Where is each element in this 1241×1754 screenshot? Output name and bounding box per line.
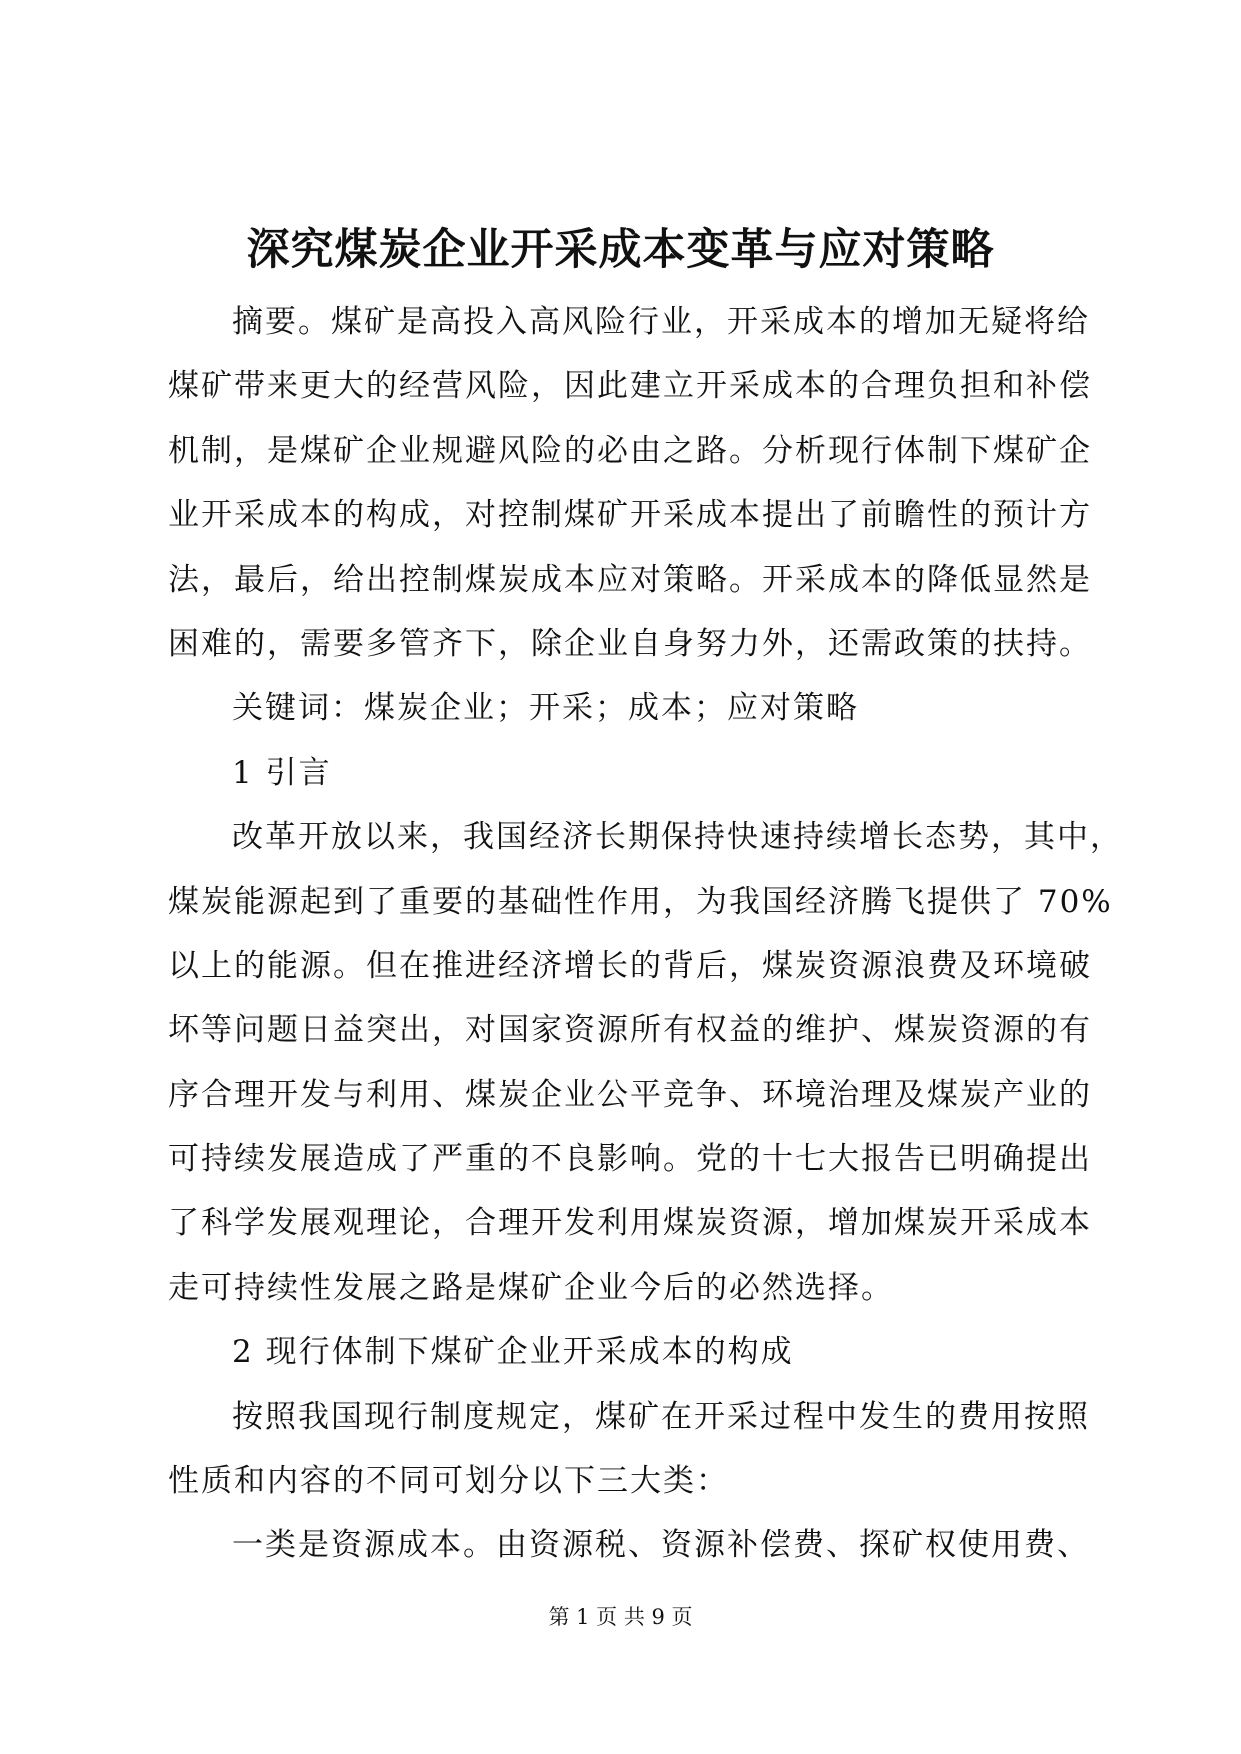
text-line: 性质和内容的不同可划分以下三大类： (168, 1463, 729, 1500)
document-title: 深究煤炭企业开采成本变革与应对策略 (246, 225, 995, 275)
text-line: 1 引言 (232, 754, 332, 791)
text-line: 以上的能源。但在推进经济增长的背后，煤炭资源浪费及环境破 (168, 947, 1092, 984)
text-line: 煤矿带来更大的经营风险，因此建立开采成本的合理负担和补偿 (168, 368, 1092, 405)
text-line: 机制，是煤矿企业规避风险的必由之路。分析现行体制下煤矿企 (168, 432, 1092, 469)
text-line: 按照我国现行制度规定，煤矿在开采过程中发生的费用按照 (232, 1398, 1090, 1435)
text-line: 2 现行体制下煤矿企业开采成本的构成 (232, 1334, 794, 1371)
text-line: 摘要。煤矿是高投入高风险行业，开采成本的增加无疑将给 (232, 304, 1090, 340)
text-line: 了科学发展观理论，合理开发利用煤炭资源，增加煤炭开采成本 (168, 1205, 1092, 1242)
text-line: 关键词：煤炭企业；开采；成本；应对策略 (232, 690, 859, 727)
document-body (168, 290, 1123, 1578)
text-line: 改革开放以来，我国经济长期保持快速持续增长态势，其中， (232, 819, 1123, 856)
text-line: 走可持续性发展之路是煤矿企业今后的必然选择。 (168, 1269, 894, 1306)
text-line: 一类是资源成本。由资源税、资源补偿费、探矿权使用费、 (232, 1527, 1090, 1564)
text-line: 煤炭能源起到了重要的基础性作用，为我国经济腾飞提供了 70% (168, 883, 1113, 920)
page-footer: 第 1 页 共 9 页 (548, 1605, 693, 1629)
text-line: 序合理开发与利用、煤炭企业公平竞争、环境治理及煤炭产业的 (168, 1076, 1092, 1113)
text-line: 困难的，需要多管齐下，除企业自身努力外，还需政策的扶持。 (168, 625, 1092, 662)
text-line: 坏等问题日益突出，对国家资源所有权益的维护、煤炭资源的有 (168, 1012, 1092, 1049)
text-line: 法，最后，给出控制煤炭成本应对策略。开采成本的降低显然是 (168, 561, 1092, 598)
text-line: 可持续发展造成了严重的不良影响。党的十七大报告已明确提出 (168, 1141, 1092, 1178)
text-line: 业开采成本的构成，对控制煤矿开采成本提出了前瞻性的预计方 (168, 497, 1092, 534)
